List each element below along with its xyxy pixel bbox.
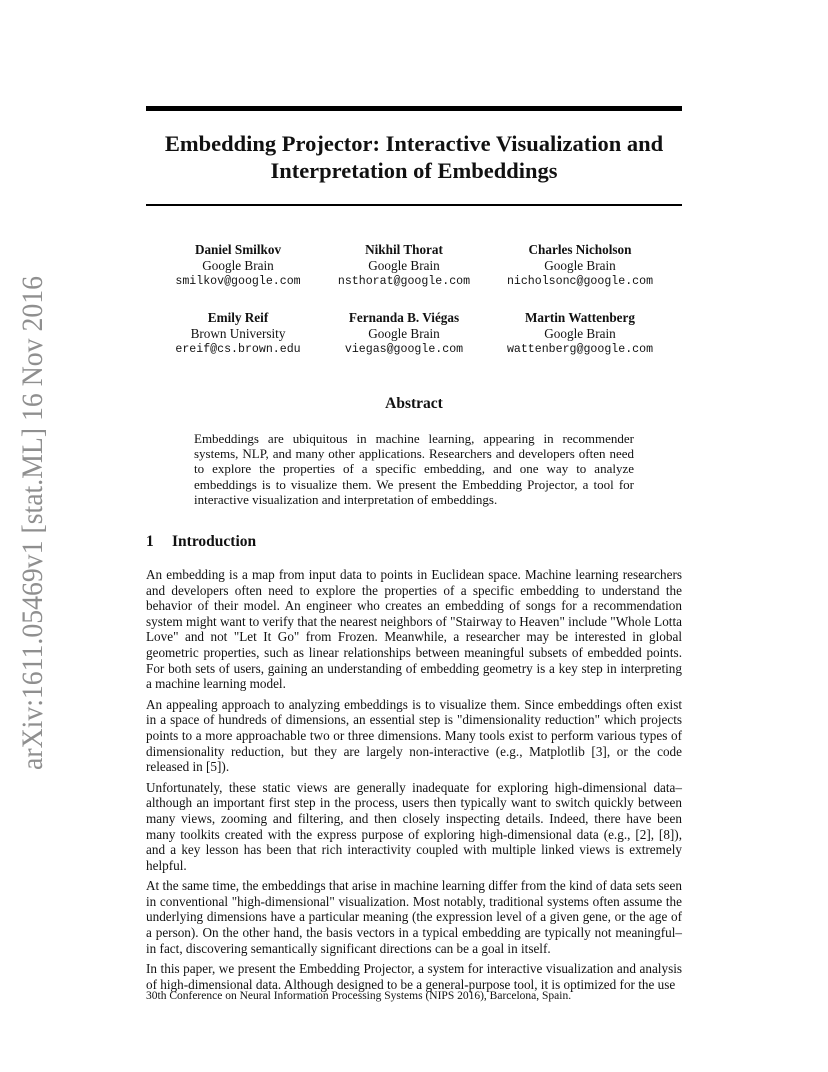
paragraph: Unfortunately, these static views are generally inadequate for exploring high-dimensional data–although an important first step in the process, users then typically want to switch quickly between many views, zooming and filtering, and then closely inspecting details. Indeed, there have been many toolkits created with the express purpose of exploring high-dimensional data (e.g., [2], [8]), and a key lesson has been that rich interactivity coupled with multiple linked views is extremely helpful. [146, 779, 682, 873]
author-name: Charles Nicholson [528, 242, 632, 257]
author-name: Daniel Smilkov [194, 242, 282, 257]
section-heading [146, 533, 256, 551]
arxiv-stamp-text: arXiv:1611.05469v1 [stat.ML] 16 Nov 2016 [16, 272, 49, 770]
arxiv-side-stamp [8, 272, 52, 772]
author-affiliation: Google Brain [202, 258, 274, 273]
author-affiliation: Brown University [190, 326, 286, 341]
title-bottom-rule [146, 204, 682, 206]
title-top-rule [146, 106, 682, 111]
conference-footnote: 30th Conference on Neural Information Processing Systems (NIPS 2016), Barcelona, Spain. [146, 990, 572, 1002]
author-card [490, 242, 670, 290]
paragraph: In this paper, we present the Embedding Projector, a system for interactive visualization and analysis of high-dimensional data. Although designed to be a general-purpose tool, it is optimized for the use [146, 961, 682, 992]
author-affiliation: Google Brain [544, 258, 616, 273]
author-email: ereif@cs.brown.edu [175, 343, 301, 356]
section-number: 1 [146, 533, 154, 550]
author-email: nsthorat@google.com [337, 275, 471, 288]
paragraph: An embedding is a map from input data to points in Euclidean space. Machine learning researchers and developers often need to explore the properties of a specific embedding to understand the behavior of their model. An engineer who creates an embedding of songs for a recommendation system might want to verify that the nearest neighbors of "Stairway to Heaven" include "Whole Lotta Love" and not "Let It Go" from Frozen. Meanwhile, a researcher may be interested in global geometric properties, such as linear relationships between meaningful subsets of embedded points. For both sets of users, gaining an understanding of embedding geometry is a key step in interpreting a machine learning model. [146, 567, 682, 692]
paragraph: At the same time, the embeddings that arise in machine learning differ from the kind of data sets seen in conventional "high-dimensional" visualization. Most notably, traditional systems often assume the underlying dimensions have a particular meaning (the expression level of a given gene, or the age of a person). On the other hand, the basis vectors in a typical embedding are typically not meaningful–in fact, discovering semantically significant directions can be a goal in itself. [146, 878, 682, 956]
title-line-2: Interpretation of Embeddings [270, 158, 558, 183]
author-email: viegas@google.com [344, 343, 464, 356]
author-name: Emily Reif [207, 310, 269, 325]
abstract-heading: Abstract [385, 395, 443, 412]
author-email: wattenberg@google.com [506, 343, 654, 356]
body-text [146, 567, 682, 997]
author-name: Martin Wattenberg [524, 310, 635, 325]
author-card [314, 242, 494, 290]
paper-title [146, 130, 682, 184]
author-affiliation: Google Brain [368, 258, 440, 273]
author-email: smilkov@google.com [175, 275, 301, 288]
author-card [148, 242, 328, 290]
author-name: Fernanda B. Viégas [348, 310, 460, 325]
title-line-1: Embedding Projector: Interactive Visualization and [164, 131, 664, 156]
arxiv-stamp-svg [8, 272, 52, 772]
section-title: Introduction [172, 533, 257, 550]
paragraph: An appealing approach to analyzing embeddings is to visualize them. Since embeddings often exist in a space of hundreds of dimensions, an essential step is "dimensionality reduction" which projects points to a more approachable two or three dimensions. Many tools exist to perform various types of dimensionality reduction, but they are largely non-interactive (e.g., Matplotlib [3], or the code released in [5]). [146, 696, 682, 775]
author-card [314, 310, 494, 358]
author-email: nicholsonc@google.com [506, 275, 654, 288]
author-affiliation: Google Brain [368, 326, 440, 341]
author-affiliation: Google Brain [544, 326, 616, 341]
author-name: Nikhil Thorat [365, 242, 443, 257]
abstract-text: Embeddings are ubiquitous in machine learning, appearing in recommender systems, NLP, and many other applications. Researchers and developers often need to explore the properties of a specific embedding, and one way to analyze embeddings is to visualize them. We present the Embedding Projector, a tool for interactive visualization and interpretation of embeddings. [194, 431, 634, 507]
author-card [148, 310, 328, 358]
author-card [490, 310, 670, 358]
